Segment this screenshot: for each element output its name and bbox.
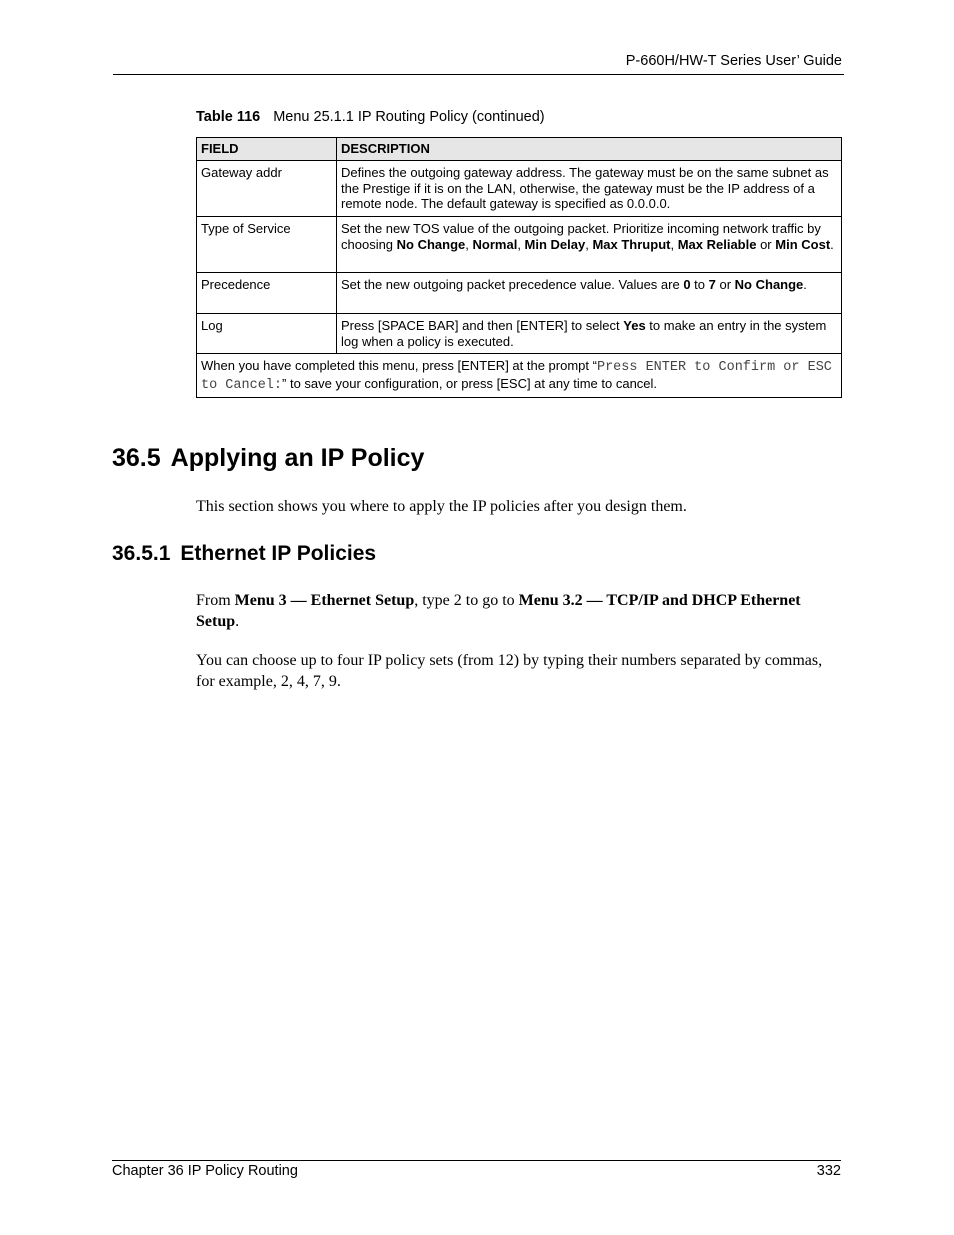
- header-rule: [113, 74, 844, 75]
- section-intro-paragraph: This section shows you where to apply the IP policies after you design them.: [196, 498, 687, 515]
- description-cell: Set the new outgoing packet precedence value. Values are 0 to 7 or No Change.: [337, 273, 842, 314]
- guide-title: P-660H/HW-T Series User’ Guide: [625, 53, 842, 69]
- table-row: [197, 161, 842, 217]
- table-note: When you have completed this menu, press [ENTER] at the prompt “Press ENTER to Confirm or ESC to Cancel:” to save your configuration, or press [ESC] at any time to cancel.: [197, 354, 842, 398]
- description-cell: Defines the outgoing gateway address. The gateway must be on the same subnet as the Prestige if it is on the LAN, otherwise, the gateway must be the IP address of a remote node. The default gateway is specified as 0.0.0.0.: [337, 161, 842, 217]
- section-heading: 36.5 Applying an IP Policy: [112, 444, 425, 472]
- table-row: [197, 273, 842, 314]
- footer-rule: [112, 1160, 841, 1161]
- ip-routing-policy-table: [196, 137, 842, 398]
- column-header-field: FIELD: [197, 138, 337, 161]
- table-note-row: [197, 354, 842, 398]
- table-caption-number: Table 116: [196, 109, 261, 125]
- field-cell: Precedence: [197, 273, 337, 314]
- description-cell: Press [SPACE BAR] and then [ENTER] to select Yes to make an entry in the system log when a policy is executed.: [337, 314, 842, 354]
- table-header-row: [197, 138, 842, 161]
- table-row: [197, 217, 842, 273]
- menu-navigation-paragraph: From Menu 3 — Ethernet Setup, type 2 to go to Menu 3.2 — TCP/IP and DHCP Ethernet Setup.: [196, 592, 801, 630]
- page-number: 332: [816, 1163, 841, 1179]
- policy-sets-paragraph: You can choose up to four IP policy sets (from 12) by typing their numbers separated by commas, for example, 2, 4, 7, 9.: [196, 652, 823, 690]
- field-cell: Log: [197, 314, 337, 354]
- field-cell: Gateway addr: [197, 161, 337, 217]
- chapter-footer: Chapter 36 IP Policy Routing: [112, 1163, 298, 1179]
- description-cell: Set the new TOS value of the outgoing packet. Prioritize incoming network traffic by choosing No Change, Normal, Min Delay, Max Thruput, Max Reliable or Min Cost.: [337, 217, 842, 273]
- column-header-description: DESCRIPTION: [337, 138, 842, 161]
- table-row: [197, 314, 842, 354]
- prompt-text: Press ENTER to Confirm or ESC to Cancel:: [201, 360, 832, 393]
- table-caption: [196, 108, 545, 126]
- field-cell: Type of Service: [197, 217, 337, 273]
- table-caption-title: Menu 25.1.1 IP Routing Policy (continued): [273, 109, 545, 125]
- subsection-heading: 36.5.1 Ethernet IP Policies: [112, 542, 377, 565]
